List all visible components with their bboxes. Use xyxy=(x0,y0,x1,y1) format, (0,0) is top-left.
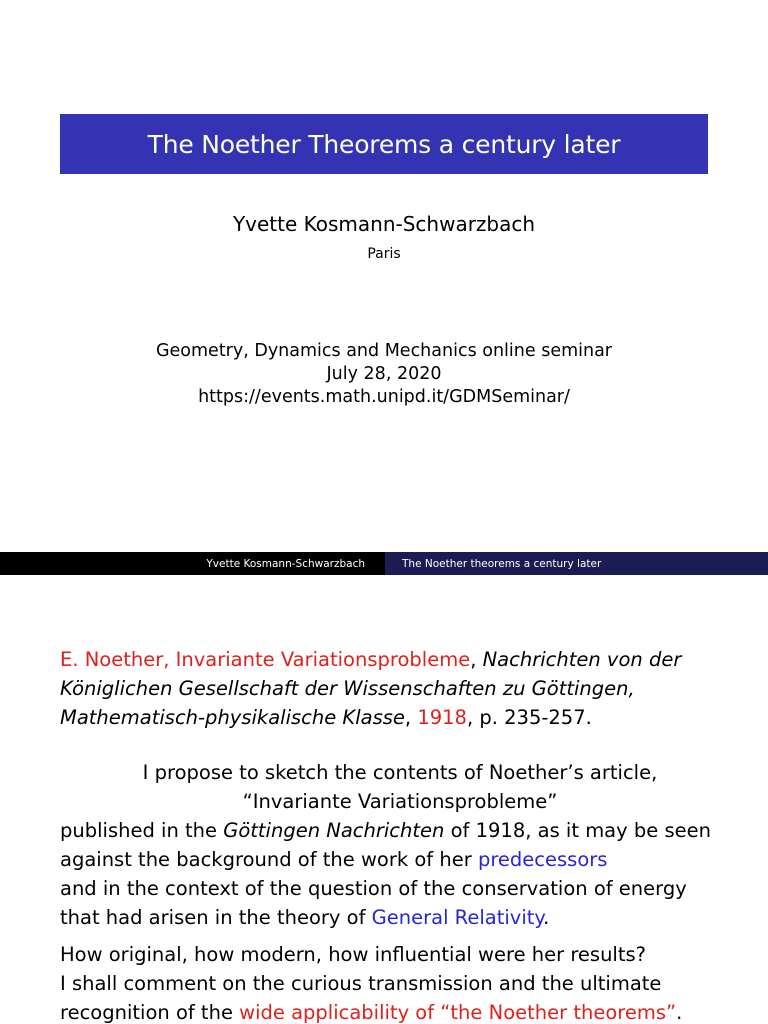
intro-line2: “Invariante Variationsprobleme” xyxy=(242,790,558,813)
intro-line3-pre: published in the xyxy=(60,819,224,842)
institute: Paris xyxy=(367,246,401,262)
intro-line4-pre: against the background of the work of her xyxy=(60,848,478,871)
noether-theorems-link[interactable]: wide applicability of “the Noether theorems” xyxy=(239,1001,677,1024)
questions-line1: How original, how modern, how influential were her results? xyxy=(60,943,647,966)
slide-title: The Noether Theorems a century later xyxy=(147,129,621,159)
reference-sep2: , xyxy=(404,706,418,729)
footer-title: The Noether theorems a century later xyxy=(402,557,602,570)
questions-line3-post: . xyxy=(676,1001,683,1024)
intro-line6-post: . xyxy=(543,906,550,929)
intro-line3-post: of 1918, as it may be seen xyxy=(444,819,711,842)
intro-line1: I propose to sketch the contents of Noether’s article, xyxy=(142,761,658,784)
slide-footer xyxy=(0,552,768,575)
reference-sep1: , xyxy=(470,648,483,671)
title-bar xyxy=(60,114,708,174)
intro-line3-italic: Göttingen Nachrichten xyxy=(223,819,445,842)
predecessors-link[interactable]: predecessors xyxy=(477,848,608,871)
event-url[interactable]: https://events.math.unipd.it/GDMSeminar/ xyxy=(198,387,570,407)
questions-line2: I shall comment on the curious transmission and the ultimate xyxy=(60,972,662,995)
reference-journal-line1: Nachrichten von der xyxy=(482,648,682,671)
footer-author-box xyxy=(0,552,385,575)
footer-title-box xyxy=(385,552,768,575)
reference-journal-line3: Mathematisch-physikalische Klasse xyxy=(60,706,405,729)
intro-line5: and in the context of the question of the conservation of energy xyxy=(60,877,687,900)
reference-citation xyxy=(60,645,720,732)
intro-line6-pre: that had arisen in the theory of xyxy=(60,906,372,929)
reference-pages: , p. 235-257. xyxy=(466,706,592,729)
event-date: July 28, 2020 xyxy=(326,364,442,384)
event-block xyxy=(0,340,768,409)
general-relativity-link[interactable]: General Relativity xyxy=(371,906,544,929)
event-name: Geometry, Dynamics and Mechanics online seminar xyxy=(155,341,613,361)
questions-line3-pre: recognition of the xyxy=(60,1001,240,1024)
reference-journal-line2: Königlichen Gesellschaft der Wissenschaften zu Göttingen, xyxy=(60,677,635,700)
questions-paragraph xyxy=(60,940,750,1024)
footer-author: Yvette Kosmann-Schwarzbach xyxy=(206,557,365,570)
intro-paragraph xyxy=(60,758,740,932)
reference-year[interactable]: 1918 xyxy=(417,706,467,729)
reference-author-title[interactable]: E. Noether, Invariante Variationsprobleme xyxy=(60,648,471,671)
author-name: Yvette Kosmann-Schwarzbach xyxy=(232,212,536,236)
